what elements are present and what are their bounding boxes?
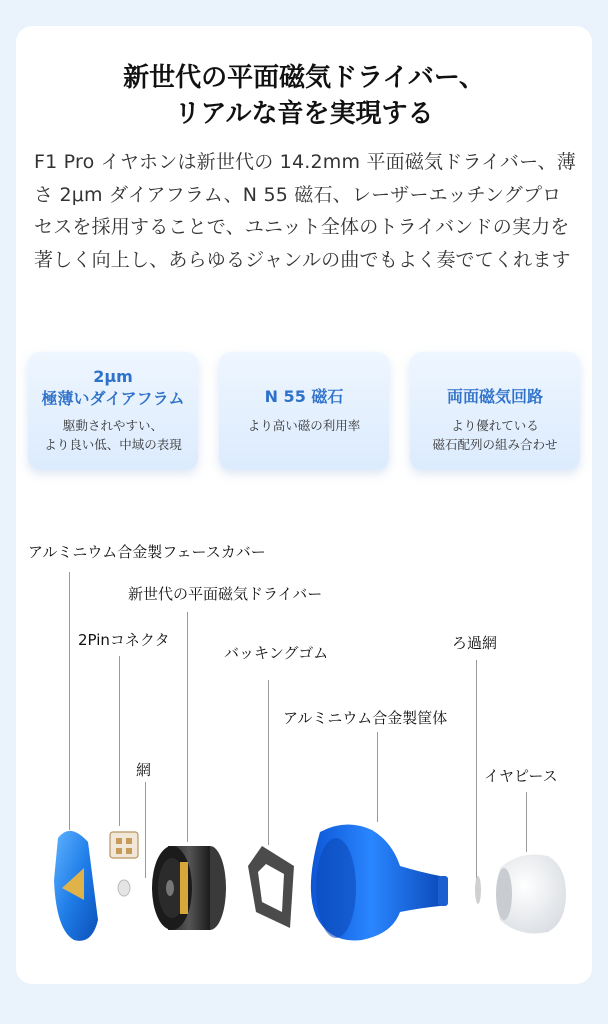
label-eartip: イヤピース	[484, 767, 558, 785]
label-face-cover: アルミニウム合金製フェースカバー	[28, 543, 266, 561]
driver-part	[152, 846, 226, 930]
housing-part	[311, 824, 448, 940]
intro-paragraph: F1 Pro イヤホンは新世代の 14.2mm 平面磁気ドライバー、薄さ 2μm ダイアフラム、N 55 磁石、レーザーエッチングプロセスを採用することで、ユニット全体のトライバンドの実力を著しく向上し、あらゆるジャンルの曲でもよく奏でてくれます	[34, 151, 576, 271]
label-driver: 新世代の平面磁気ドライバー	[128, 585, 323, 603]
feature-desc: 駆動されやすい、	[62, 418, 163, 433]
face-cover-part	[54, 831, 98, 941]
filter-part	[475, 876, 481, 904]
title-line-2: リアルな音を実現する	[174, 99, 434, 129]
feature-title: 極薄いダイアフラム	[41, 389, 185, 408]
feature-title: 2μm	[93, 367, 133, 386]
label-housing: アルミニウム合金製筐体	[283, 709, 448, 727]
feature-desc: 磁石配列の組み合わせ	[432, 437, 558, 452]
label-backing: バッキングゴム	[224, 644, 329, 662]
feature-desc: より高い磁の利用率	[247, 418, 361, 433]
connector-part	[110, 832, 138, 858]
label-mesh: 網	[136, 761, 152, 779]
mesh-part	[118, 880, 130, 896]
title-line-1: 新世代の平面磁気ドライバー、	[123, 63, 485, 93]
feature-desc: より良い低、中域の表現	[44, 437, 182, 452]
feature-title: 両面磁気回路	[446, 387, 543, 406]
eartip-part	[496, 855, 566, 934]
feature-title: N 55 磁石	[264, 387, 344, 406]
feature-desc: より優れている	[451, 418, 539, 433]
label-filter: ろ過網	[452, 634, 498, 652]
label-connector: 2Pinコネクタ	[78, 631, 170, 649]
backing-rubber-part	[248, 846, 294, 928]
